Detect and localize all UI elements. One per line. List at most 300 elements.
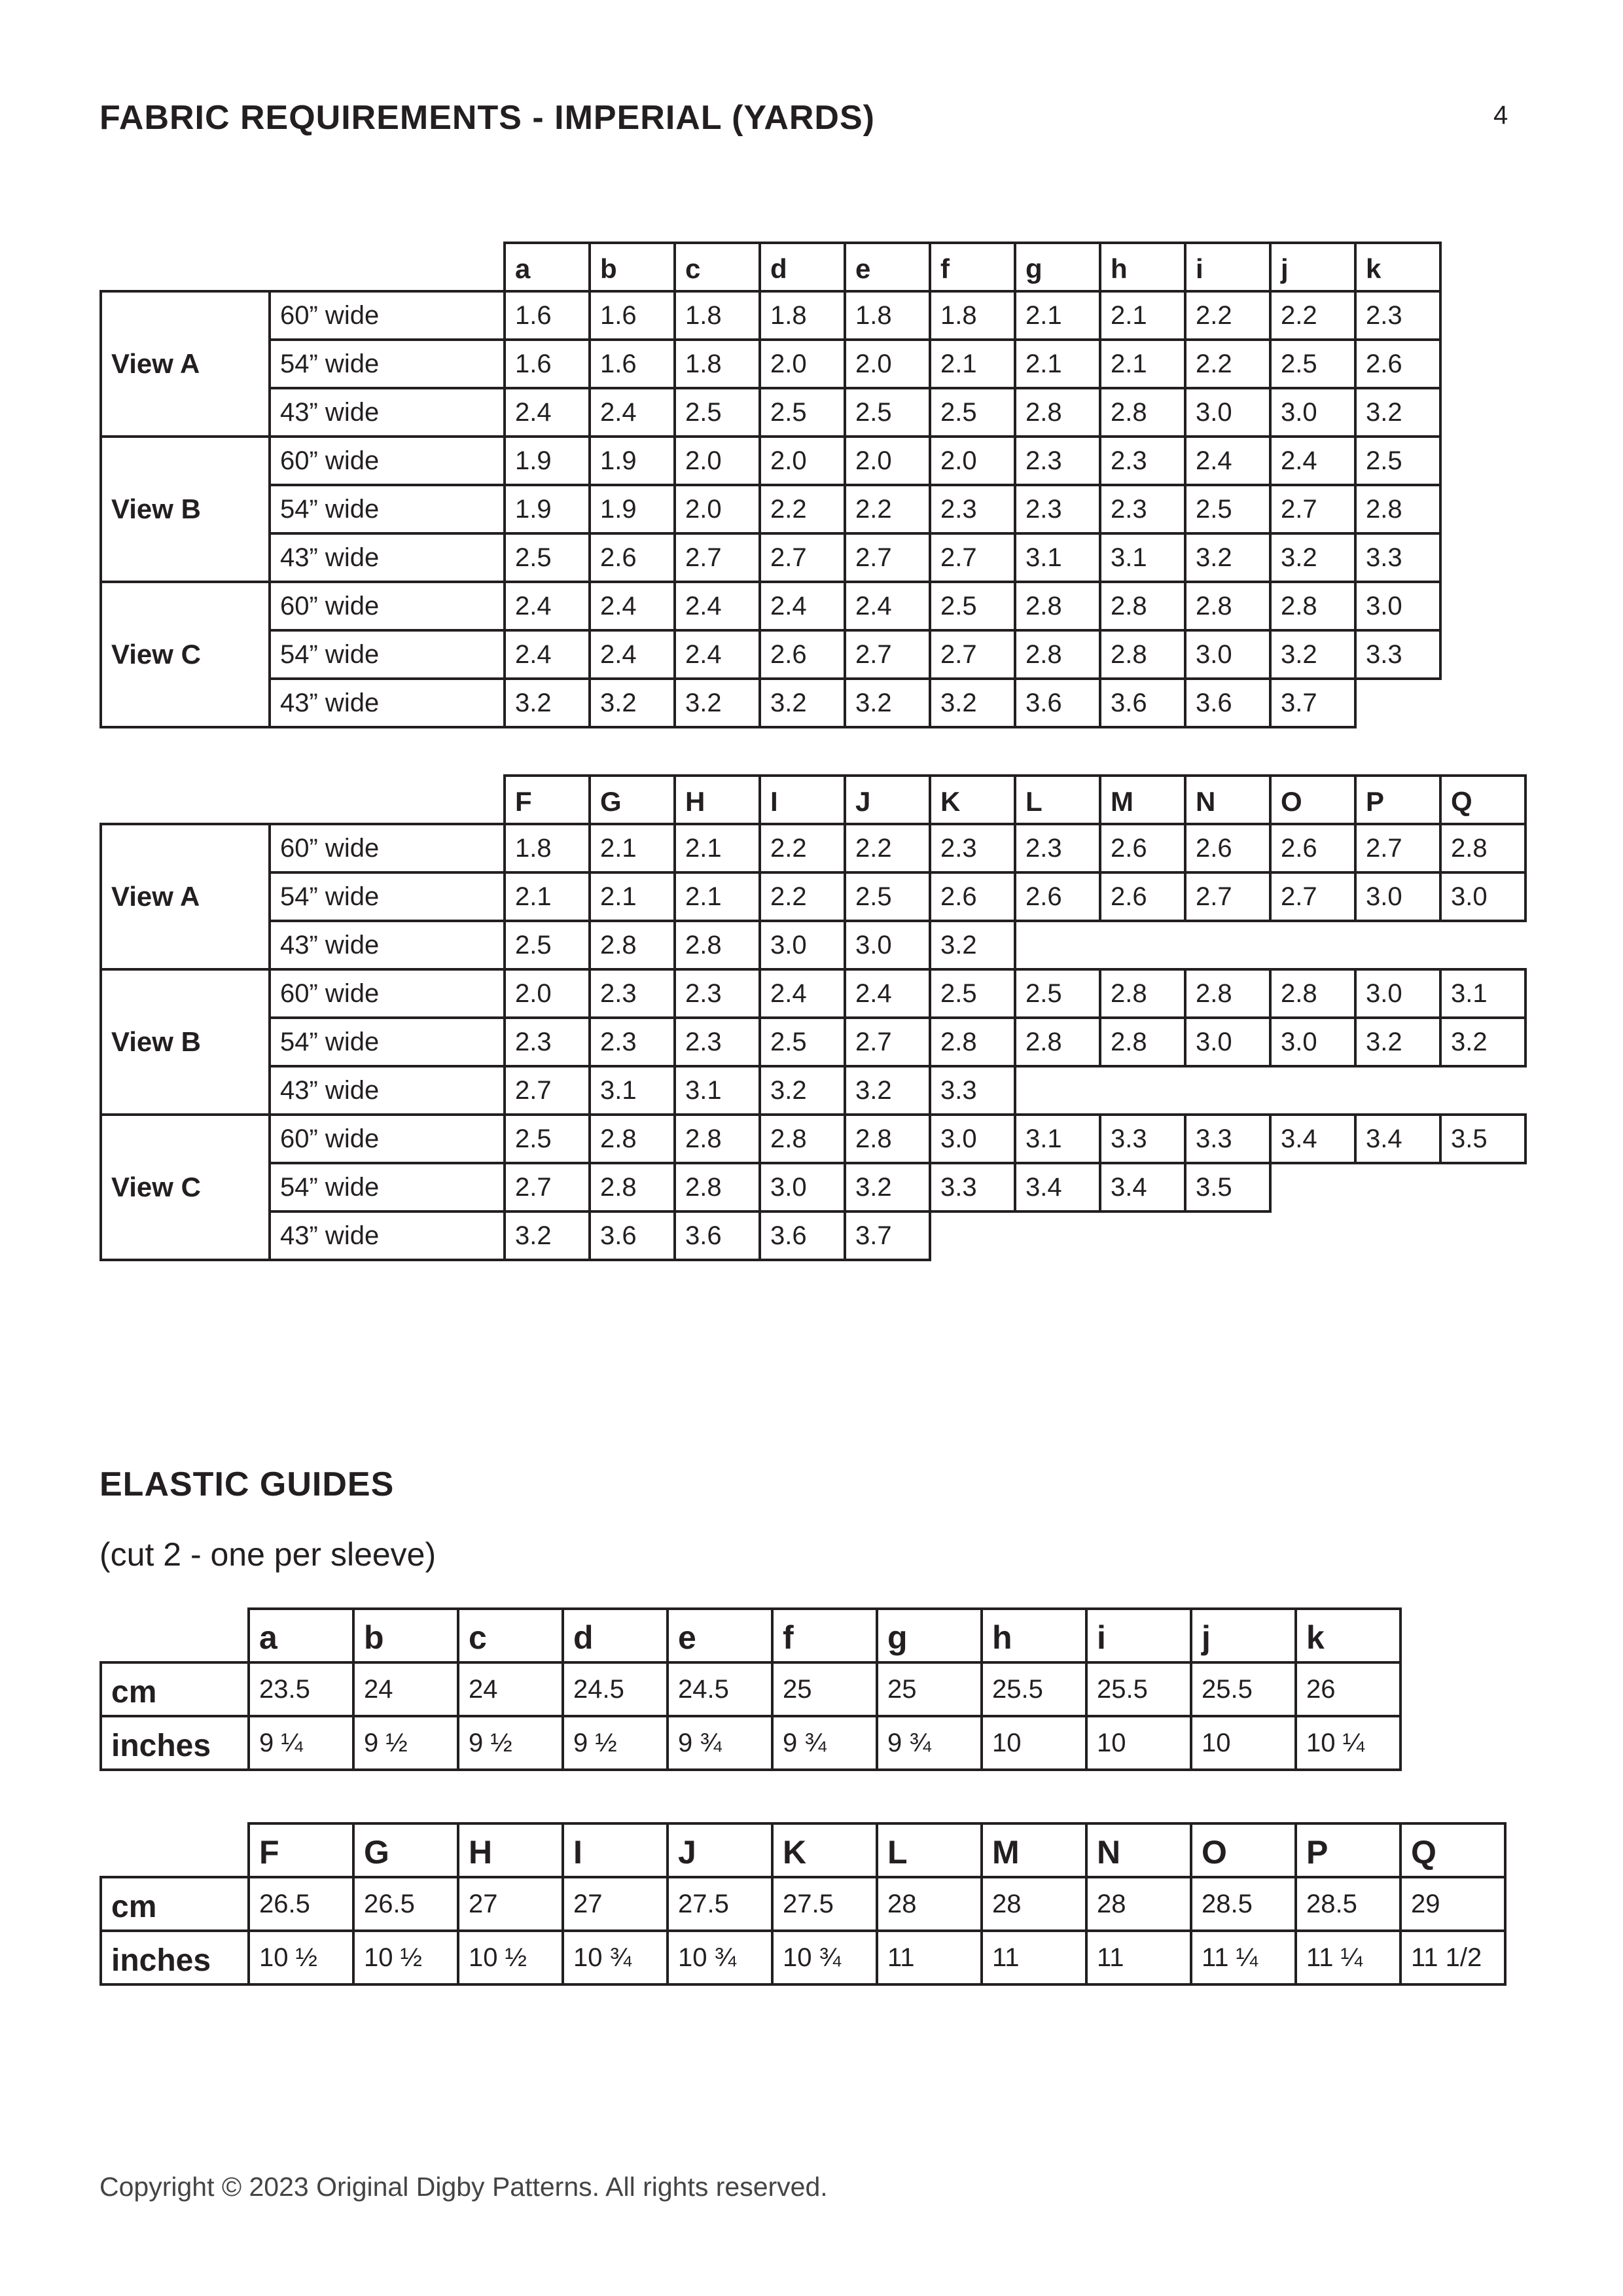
elastic-length-value: 24.5 <box>562 1661 669 1717</box>
elastic-length-value: 11 1/2 <box>1399 1929 1507 1986</box>
elastic-length-value: 27 <box>562 1876 669 1932</box>
yardage-value: 3.0 <box>844 920 931 971</box>
fabric-width-label: 60” wide <box>268 435 506 486</box>
yardage-value: 2.7 <box>1269 871 1357 922</box>
size-header: Q <box>1439 774 1527 825</box>
yardage-value: 3.1 <box>673 1065 761 1116</box>
elastic-size-header: K <box>771 1822 878 1878</box>
yardage-value: 2.5 <box>929 968 1016 1019</box>
elastic-size-header: J <box>666 1822 774 1878</box>
fabric-width-label: 54” wide <box>268 871 506 922</box>
elastic-size-header: F <box>247 1822 355 1878</box>
yardage-value: 3.0 <box>1269 1016 1357 1067</box>
yardage-value: 2.8 <box>1099 968 1186 1019</box>
size-header: b <box>588 242 676 293</box>
size-header: h <box>1099 242 1186 293</box>
size-header: c <box>673 242 761 293</box>
elastic-size-header: N <box>1085 1822 1192 1878</box>
yardage-value: 3.4 <box>1099 1162 1186 1213</box>
yardage-value: 1.6 <box>503 290 591 341</box>
elastic-size-header: g <box>876 1607 983 1664</box>
yardage-value: 2.2 <box>758 871 846 922</box>
elastic-length-value: 9 ¾ <box>876 1715 983 1771</box>
yardage-value: 2.8 <box>1099 581 1186 632</box>
elastic-size-header: b <box>352 1607 459 1664</box>
yardage-value: 3.6 <box>588 1210 676 1261</box>
size-header: f <box>929 242 1016 293</box>
elastic-length-value: 10 <box>1085 1715 1192 1771</box>
elastic-size-header: d <box>562 1607 669 1664</box>
yardage-value: 3.0 <box>1184 1016 1272 1067</box>
fabric-width-label: 43” wide <box>268 920 506 971</box>
elastic-guides-subheading: (cut 2 - one per sleeve) <box>99 1536 437 1573</box>
size-header: a <box>503 242 591 293</box>
yardage-value: 3.1 <box>1014 532 1101 583</box>
yardage-value: 2.5 <box>929 581 1016 632</box>
yardage-value: 2.4 <box>1269 435 1357 486</box>
size-header: H <box>673 774 761 825</box>
yardage-value: 2.4 <box>758 581 846 632</box>
yardage-value: 2.8 <box>1099 387 1186 438</box>
yardage-value: 2.1 <box>1099 338 1186 389</box>
copyright-footer: Copyright © 2023 Original Digby Patterns. All rights reserved. <box>99 2172 828 2202</box>
yardage-value: 2.6 <box>1099 871 1186 922</box>
elastic-length-value: 26 <box>1294 1661 1402 1717</box>
yardage-value: 3.6 <box>1099 677 1186 728</box>
size-header: P <box>1354 774 1442 825</box>
yardage-value: 3.1 <box>588 1065 676 1116</box>
fabric-width-label: 54” wide <box>268 1162 506 1213</box>
yardage-value: 2.2 <box>1184 338 1272 389</box>
yardage-value: 2.0 <box>929 435 1016 486</box>
yardage-value: 2.3 <box>929 823 1016 874</box>
size-header: O <box>1269 774 1357 825</box>
yardage-value: 3.2 <box>758 1065 846 1116</box>
yardage-value: 3.5 <box>1439 1113 1527 1164</box>
yardage-value: 2.5 <box>758 387 846 438</box>
elastic-length-value: 24 <box>457 1661 564 1717</box>
yardage-value: 3.2 <box>1439 1016 1527 1067</box>
view-label: View A <box>99 823 271 971</box>
yardage-value: 3.0 <box>1439 871 1527 922</box>
yardage-value: 3.2 <box>844 1162 931 1213</box>
yardage-value: 2.4 <box>503 629 591 680</box>
yardage-value: 2.3 <box>673 968 761 1019</box>
yardage-value: 3.4 <box>1354 1113 1442 1164</box>
yardage-value: 2.1 <box>929 338 1016 389</box>
yardage-value: 3.2 <box>588 677 676 728</box>
fabric-width-label: 54” wide <box>268 629 506 680</box>
yardage-value: 3.0 <box>1269 387 1357 438</box>
elastic-length-value: 24.5 <box>666 1661 774 1717</box>
elastic-size-header: i <box>1085 1607 1192 1664</box>
elastic-length-value: 10 ¾ <box>771 1929 878 1986</box>
yardage-value: 1.8 <box>673 290 761 341</box>
page-number: 4 <box>1493 101 1508 130</box>
yardage-value: 2.5 <box>929 387 1016 438</box>
yardage-value: 2.7 <box>503 1065 591 1116</box>
elastic-length-value: 9 ¼ <box>247 1715 355 1771</box>
yardage-value: 2.2 <box>1269 290 1357 341</box>
elastic-size-header: H <box>457 1822 564 1878</box>
size-header: d <box>758 242 846 293</box>
yardage-value: 2.5 <box>503 1113 591 1164</box>
yardage-value: 2.8 <box>588 1113 676 1164</box>
yardage-value: 3.2 <box>929 920 1016 971</box>
yardage-value: 2.4 <box>588 387 676 438</box>
elastic-size-header: f <box>771 1607 878 1664</box>
view-label: View C <box>99 1113 271 1261</box>
fabric-width-label: 60” wide <box>268 290 506 341</box>
yardage-value: 3.2 <box>929 677 1016 728</box>
yardage-value: 2.8 <box>1439 823 1527 874</box>
elastic-size-header: k <box>1294 1607 1402 1664</box>
yardage-value: 1.8 <box>844 290 931 341</box>
elastic-length-value: 28 <box>980 1876 1088 1932</box>
size-header: I <box>758 774 846 825</box>
yardage-value: 3.3 <box>1354 532 1442 583</box>
yardage-value: 2.4 <box>588 629 676 680</box>
elastic-size-header: h <box>980 1607 1088 1664</box>
yardage-value: 3.0 <box>1184 387 1272 438</box>
yardage-value: 3.2 <box>503 677 591 728</box>
yardage-value: 2.7 <box>503 1162 591 1213</box>
elastic-length-value: 9 ¾ <box>771 1715 878 1771</box>
yardage-value: 2.5 <box>503 920 591 971</box>
yardage-value: 2.0 <box>673 484 761 535</box>
view-label: View B <box>99 435 271 583</box>
elastic-length-value: 11 ¼ <box>1190 1929 1297 1986</box>
elastic-length-value: 9 ¾ <box>666 1715 774 1771</box>
elastic-length-value: 10 ½ <box>247 1929 355 1986</box>
yardage-value: 2.1 <box>673 871 761 922</box>
yardage-value: 2.1 <box>1099 290 1186 341</box>
size-header: i <box>1184 242 1272 293</box>
yardage-value: 3.2 <box>844 677 931 728</box>
yardage-value: 1.8 <box>929 290 1016 341</box>
elastic-length-value: 10 ½ <box>352 1929 459 1986</box>
yardage-value: 3.6 <box>1014 677 1101 728</box>
yardage-value: 1.8 <box>673 338 761 389</box>
yardage-value: 2.8 <box>673 1113 761 1164</box>
yardage-value: 3.3 <box>929 1162 1016 1213</box>
fabric-width-label: 60” wide <box>268 1113 506 1164</box>
page-title: FABRIC REQUIREMENTS - IMPERIAL (YARDS) <box>99 99 875 137</box>
yardage-value: 2.0 <box>673 435 761 486</box>
yardage-value: 2.6 <box>929 871 1016 922</box>
elastic-size-header: O <box>1190 1822 1297 1878</box>
elastic-length-value: 23.5 <box>247 1661 355 1717</box>
yardage-value: 3.0 <box>929 1113 1016 1164</box>
yardage-value: 2.3 <box>1099 435 1186 486</box>
yardage-value: 2.3 <box>1014 484 1101 535</box>
yardage-value: 1.9 <box>588 435 676 486</box>
yardage-value: 1.6 <box>588 338 676 389</box>
yardage-value: 2.4 <box>503 387 591 438</box>
yardage-value: 2.8 <box>1099 1016 1186 1067</box>
yardage-value: 3.2 <box>1269 532 1357 583</box>
fabric-width-label: 43” wide <box>268 532 506 583</box>
elastic-length-value: 25.5 <box>1085 1661 1192 1717</box>
yardage-value: 2.8 <box>1014 387 1101 438</box>
yardage-value: 2.4 <box>844 968 931 1019</box>
size-header: e <box>844 242 931 293</box>
yardage-value: 2.4 <box>758 968 846 1019</box>
size-header: G <box>588 774 676 825</box>
yardage-value: 2.2 <box>758 484 846 535</box>
elastic-length-value: 28.5 <box>1190 1876 1297 1932</box>
elastic-length-value: 10 <box>980 1715 1088 1771</box>
yardage-value: 2.3 <box>1354 290 1442 341</box>
yardage-value: 2.8 <box>758 1113 846 1164</box>
fabric-width-label: 60” wide <box>268 823 506 874</box>
yardage-value: 2.0 <box>844 338 931 389</box>
yardage-value: 2.6 <box>758 629 846 680</box>
size-header: j <box>1269 242 1357 293</box>
yardage-value: 3.3 <box>1099 1113 1186 1164</box>
elastic-length-value: 10 ¾ <box>562 1929 669 1986</box>
yardage-value: 2.1 <box>1014 338 1101 389</box>
elastic-unit-label: cm <box>99 1661 250 1717</box>
yardage-value: 2.3 <box>588 1016 676 1067</box>
yardage-value: 3.2 <box>1184 532 1272 583</box>
size-header: N <box>1184 774 1272 825</box>
size-header: J <box>844 774 931 825</box>
fabric-width-label: 43” wide <box>268 387 506 438</box>
yardage-value: 3.3 <box>929 1065 1016 1116</box>
yardage-value: 3.7 <box>1269 677 1357 728</box>
yardage-value: 3.6 <box>758 1210 846 1261</box>
yardage-value: 2.0 <box>758 338 846 389</box>
yardage-value: 2.6 <box>1184 823 1272 874</box>
fabric-width-label: 60” wide <box>268 581 506 632</box>
yardage-value: 2.3 <box>588 968 676 1019</box>
yardage-value: 2.8 <box>929 1016 1016 1067</box>
yardage-value: 2.5 <box>844 387 931 438</box>
yardage-value: 3.3 <box>1184 1113 1272 1164</box>
elastic-length-value: 9 ½ <box>457 1715 564 1771</box>
yardage-value: 2.7 <box>844 1016 931 1067</box>
yardage-value: 3.0 <box>1354 581 1442 632</box>
elastic-size-header: M <box>980 1822 1088 1878</box>
yardage-value: 1.9 <box>503 435 591 486</box>
yardage-value: 3.2 <box>673 677 761 728</box>
elastic-length-value: 25 <box>876 1661 983 1717</box>
size-header: M <box>1099 774 1186 825</box>
yardage-value: 3.0 <box>758 920 846 971</box>
elastic-size-header: G <box>352 1822 459 1878</box>
yardage-value: 2.3 <box>673 1016 761 1067</box>
size-header: K <box>929 774 1016 825</box>
elastic-size-header: Q <box>1399 1822 1507 1878</box>
yardage-value: 2.8 <box>1269 968 1357 1019</box>
yardage-value: 1.6 <box>588 290 676 341</box>
yardage-value: 3.4 <box>1269 1113 1357 1164</box>
elastic-size-header: a <box>247 1607 355 1664</box>
yardage-value: 2.4 <box>673 581 761 632</box>
fabric-width-label: 54” wide <box>268 1016 506 1067</box>
yardage-value: 2.1 <box>588 871 676 922</box>
elastic-length-value: 29 <box>1399 1876 1507 1932</box>
yardage-value: 3.0 <box>1354 871 1442 922</box>
elastic-size-header: c <box>457 1607 564 1664</box>
elastic-length-value: 27.5 <box>771 1876 878 1932</box>
yardage-value: 3.7 <box>844 1210 931 1261</box>
yardage-value: 1.8 <box>503 823 591 874</box>
yardage-value: 2.0 <box>503 968 591 1019</box>
yardage-value: 2.7 <box>1354 823 1442 874</box>
yardage-value: 2.7 <box>673 532 761 583</box>
yardage-value: 2.7 <box>758 532 846 583</box>
fabric-width-label: 54” wide <box>268 338 506 389</box>
elastic-size-header: e <box>666 1607 774 1664</box>
yardage-value: 2.3 <box>503 1016 591 1067</box>
elastic-length-value: 26.5 <box>352 1876 459 1932</box>
yardage-value: 2.5 <box>1184 484 1272 535</box>
elastic-unit-label: cm <box>99 1876 250 1932</box>
yardage-value: 2.1 <box>503 871 591 922</box>
yardage-value: 1.6 <box>503 338 591 389</box>
yardage-value: 2.6 <box>1269 823 1357 874</box>
elastic-size-header: P <box>1294 1822 1402 1878</box>
yardage-value: 2.7 <box>1269 484 1357 535</box>
yardage-value: 2.8 <box>1014 629 1101 680</box>
fabric-width-label: 43” wide <box>268 677 506 728</box>
view-label: View A <box>99 290 271 438</box>
yardage-value: 2.2 <box>758 823 846 874</box>
size-header: F <box>503 774 591 825</box>
elastic-length-value: 11 <box>1085 1929 1192 1986</box>
yardage-value: 2.4 <box>844 581 931 632</box>
yardage-value: 3.2 <box>1354 387 1442 438</box>
fabric-width-label: 43” wide <box>268 1210 506 1261</box>
yardage-value: 3.2 <box>844 1065 931 1116</box>
yardage-value: 3.0 <box>1354 968 1442 1019</box>
elastic-length-value: 9 ½ <box>562 1715 669 1771</box>
yardage-value: 2.8 <box>1354 484 1442 535</box>
elastic-length-value: 28.5 <box>1294 1876 1402 1932</box>
fabric-width-label: 43” wide <box>268 1065 506 1116</box>
yardage-value: 1.9 <box>503 484 591 535</box>
fabric-width-label: 60” wide <box>268 968 506 1019</box>
elastic-unit-label: inches <box>99 1715 250 1771</box>
yardage-value: 3.0 <box>758 1162 846 1213</box>
size-header: L <box>1014 774 1101 825</box>
yardage-value: 2.2 <box>1184 290 1272 341</box>
yardage-value: 3.1 <box>1099 532 1186 583</box>
view-label: View C <box>99 581 271 728</box>
elastic-length-value: 28 <box>876 1876 983 1932</box>
yardage-value: 3.6 <box>673 1210 761 1261</box>
yardage-value: 3.2 <box>1354 1016 1442 1067</box>
yardage-value: 2.3 <box>1014 435 1101 486</box>
size-header: k <box>1354 242 1442 293</box>
yardage-value: 3.5 <box>1184 1162 1272 1213</box>
yardage-value: 2.8 <box>1184 968 1272 1019</box>
elastic-length-value: 11 <box>980 1929 1088 1986</box>
elastic-length-value: 25.5 <box>980 1661 1088 1717</box>
yardage-value: 2.2 <box>844 823 931 874</box>
yardage-value: 2.3 <box>1099 484 1186 535</box>
elastic-length-value: 10 ¾ <box>666 1929 774 1986</box>
elastic-length-value: 10 ½ <box>457 1929 564 1986</box>
yardage-value: 2.6 <box>588 532 676 583</box>
yardage-value: 2.1 <box>673 823 761 874</box>
elastic-length-value: 11 ¼ <box>1294 1929 1402 1986</box>
yardage-value: 2.0 <box>844 435 931 486</box>
elastic-length-value: 28 <box>1085 1876 1192 1932</box>
yardage-value: 3.6 <box>1184 677 1272 728</box>
yardage-value: 3.2 <box>758 677 846 728</box>
yardage-value: 2.7 <box>844 532 931 583</box>
yardage-value: 3.2 <box>1269 629 1357 680</box>
yardage-value: 2.6 <box>1099 823 1186 874</box>
yardage-value: 2.7 <box>844 629 931 680</box>
yardage-value: 1.9 <box>588 484 676 535</box>
yardage-value: 3.1 <box>1014 1113 1101 1164</box>
yardage-value: 2.8 <box>1014 1016 1101 1067</box>
elastic-length-value: 27 <box>457 1876 564 1932</box>
yardage-value: 3.0 <box>1184 629 1272 680</box>
yardage-value: 2.5 <box>1014 968 1101 1019</box>
yardage-value: 2.8 <box>844 1113 931 1164</box>
yardage-value: 2.8 <box>673 920 761 971</box>
yardage-value: 2.5 <box>1354 435 1442 486</box>
yardage-value: 2.8 <box>588 1162 676 1213</box>
yardage-value: 1.8 <box>758 290 846 341</box>
yardage-value: 3.4 <box>1014 1162 1101 1213</box>
yardage-value: 2.8 <box>1099 629 1186 680</box>
yardage-value: 3.2 <box>503 1210 591 1261</box>
yardage-value: 2.4 <box>503 581 591 632</box>
yardage-value: 3.3 <box>1354 629 1442 680</box>
yardage-value: 2.1 <box>1014 290 1101 341</box>
yardage-value: 2.7 <box>929 629 1016 680</box>
elastic-length-value: 10 <box>1190 1715 1297 1771</box>
yardage-value: 2.8 <box>1014 581 1101 632</box>
fabric-width-label: 54” wide <box>268 484 506 535</box>
yardage-value: 2.6 <box>1354 338 1442 389</box>
elastic-length-value: 27.5 <box>666 1876 774 1932</box>
yardage-value: 2.7 <box>929 532 1016 583</box>
yardage-value: 2.5 <box>758 1016 846 1067</box>
elastic-length-value: 11 <box>876 1929 983 1986</box>
yardage-value: 2.8 <box>1269 581 1357 632</box>
elastic-guides-heading: ELASTIC GUIDES <box>99 1465 395 1503</box>
elastic-length-value: 25 <box>771 1661 878 1717</box>
yardage-value: 2.2 <box>844 484 931 535</box>
yardage-value: 2.7 <box>1184 871 1272 922</box>
elastic-size-header: j <box>1190 1607 1297 1664</box>
yardage-value: 2.3 <box>929 484 1016 535</box>
yardage-value: 2.4 <box>588 581 676 632</box>
elastic-size-header: L <box>876 1822 983 1878</box>
yardage-value: 2.8 <box>588 920 676 971</box>
yardage-value: 2.5 <box>503 532 591 583</box>
size-header: g <box>1014 242 1101 293</box>
elastic-size-header: I <box>562 1822 669 1878</box>
yardage-value: 2.4 <box>1184 435 1272 486</box>
elastic-length-value: 25.5 <box>1190 1661 1297 1717</box>
yardage-value: 2.6 <box>1014 871 1101 922</box>
yardage-value: 2.8 <box>673 1162 761 1213</box>
elastic-unit-label: inches <box>99 1929 250 1986</box>
view-label: View B <box>99 968 271 1116</box>
yardage-value: 2.5 <box>673 387 761 438</box>
yardage-value: 2.5 <box>844 871 931 922</box>
yardage-value: 2.8 <box>1184 581 1272 632</box>
yardage-value: 2.0 <box>758 435 846 486</box>
